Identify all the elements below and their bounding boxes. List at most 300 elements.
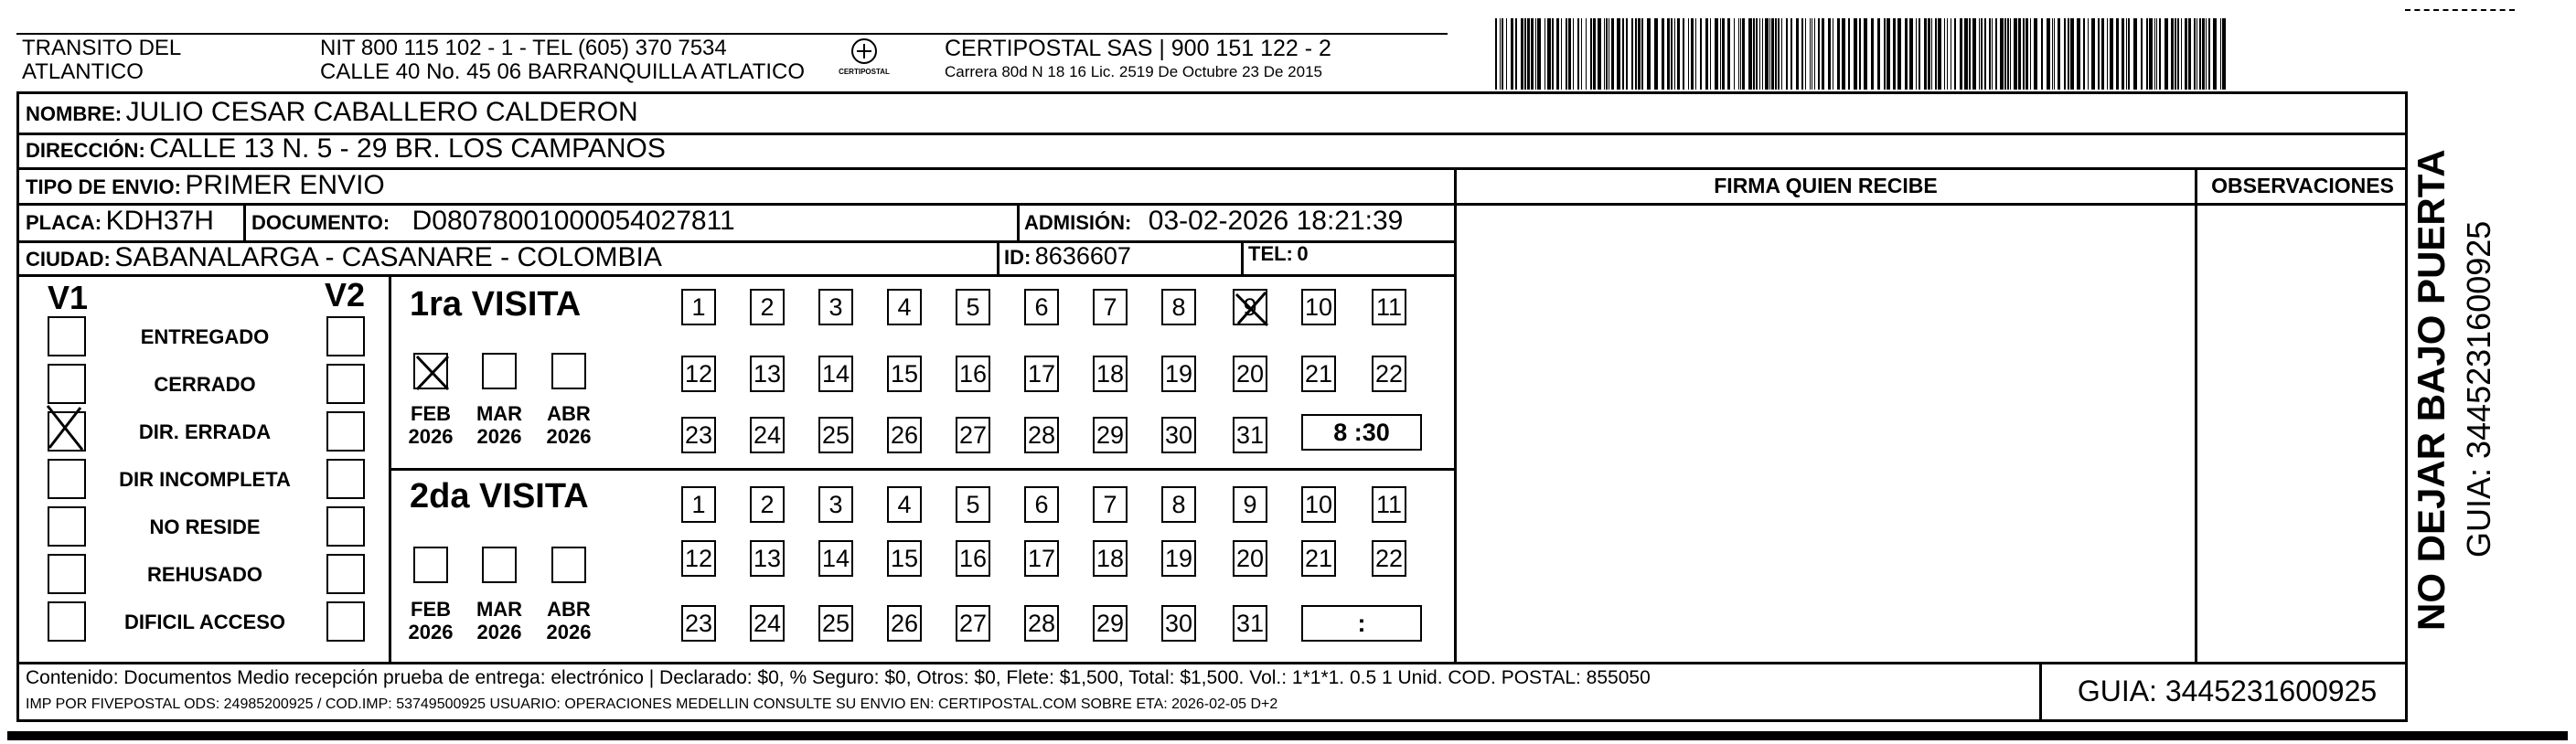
v2-checkbox[interactable] <box>326 364 365 404</box>
company-info <box>945 37 1331 83</box>
barcode-bar <box>1524 18 1526 90</box>
barcode-bar <box>1715 18 1718 90</box>
barcode-bar <box>2064 18 2066 90</box>
day-box[interactable]: 14 <box>818 540 853 577</box>
barcode-bar <box>1992 18 1993 90</box>
admision-divider <box>1017 203 1020 240</box>
day-box[interactable]: 21 <box>1301 356 1336 392</box>
time-box[interactable]: : <box>1301 605 1422 642</box>
day-box[interactable]: 27 <box>956 605 990 642</box>
barcode-bar <box>1722 18 1725 90</box>
tel-value: 0 <box>1297 242 1309 265</box>
barcode-bar <box>1705 18 1708 90</box>
address-text: CALLE 40 No. 45 06 BARRANQUILLA ATLATICO <box>320 59 806 84</box>
no-dejar-bajo-puerta: NO DEJAR BAJO PUERTA <box>2410 149 2453 631</box>
top-border-line <box>16 33 1448 35</box>
day-box[interactable]: 9 <box>1233 486 1267 523</box>
direccion-row <box>26 133 666 165</box>
barcode-bar <box>2007 18 2009 90</box>
barcode-bar <box>2077 18 2080 90</box>
barcode-bar <box>1537 18 1541 90</box>
barcode-bar <box>2171 18 2174 90</box>
day-box[interactable]: 31 <box>1233 417 1267 453</box>
placa-divider <box>243 203 246 240</box>
day-box[interactable]: 1 <box>681 289 716 325</box>
day-box[interactable]: 5 <box>956 486 990 523</box>
barcode-bar <box>1984 18 1986 90</box>
barcode-bar <box>2054 18 2055 90</box>
barcode-bar <box>1796 18 1799 90</box>
day-box[interactable]: 16 <box>956 540 990 577</box>
barcode-bar <box>1981 18 1983 90</box>
certipostal-logo: CERTIPOSTAL <box>832 37 896 82</box>
barcode-bar <box>1944 18 1945 90</box>
ciudad-label: CIUDAD: <box>26 248 111 271</box>
barcode-bar <box>2146 18 2148 90</box>
barcode-bar <box>1611 18 1614 90</box>
barcode-bar <box>1935 18 1937 90</box>
barcode-bar <box>1598 18 1601 90</box>
nit-text: NIT 800 115 102 - 1 - TEL (605) 370 7534 <box>320 36 727 60</box>
barcode-bar <box>2194 18 2196 90</box>
month-label: MAR 2026 <box>476 402 523 448</box>
bottom-stripe <box>7 731 2568 740</box>
barcode-bar <box>2177 18 2179 90</box>
barcode-bar <box>1677 18 1680 90</box>
barcode-bar <box>1854 18 1857 90</box>
barcode-bar <box>1786 18 1788 90</box>
barcode-bar <box>1688 18 1689 90</box>
barcode-bar <box>1511 18 1513 90</box>
barcode-bar <box>2110 18 2113 90</box>
day-box[interactable]: 3 <box>818 486 853 523</box>
status-label: ENTREGADO <box>140 325 270 348</box>
barcode-bar <box>1979 18 1980 90</box>
barcode-bar <box>2164 18 2168 90</box>
day-box[interactable]: 14 <box>818 356 853 392</box>
v1-checkbox[interactable] <box>48 554 86 594</box>
month-checkbox[interactable] <box>551 353 586 389</box>
day-box[interactable]: 2 <box>750 486 785 523</box>
day-box[interactable]: 26 <box>887 417 922 453</box>
barcode-bar <box>1759 18 1760 90</box>
barcode-bar <box>1556 18 1559 90</box>
v2-checkbox[interactable] <box>326 506 365 547</box>
day-box[interactable]: 13 <box>750 540 785 577</box>
day-box[interactable]: 23 <box>681 417 716 453</box>
barcode-bar <box>2185 18 2187 90</box>
day-box[interactable]: 31 <box>1233 605 1267 642</box>
license-text: Carrera 80d N 18 16 Lic. 2519 De Octubre 23 De 2015 <box>945 63 1322 80</box>
org-name <box>22 37 181 84</box>
v2-checkbox[interactable] <box>326 554 365 594</box>
id-value: 8636607 <box>1034 242 1131 270</box>
day-box[interactable]: 25 <box>818 605 853 642</box>
visit-divider <box>389 468 1457 471</box>
day-box[interactable]: 20 <box>1233 356 1267 392</box>
day-box[interactable]: 20 <box>1233 540 1267 577</box>
barcode-bar <box>1691 18 1694 90</box>
tipo-label: TIPO DE ENVIO: <box>26 175 181 198</box>
day-box[interactable]: 28 <box>1024 417 1059 453</box>
day-box[interactable]: 4 <box>887 289 922 325</box>
day-box[interactable]: 13 <box>750 356 785 392</box>
status-label: DIFICIL ACCESO <box>123 611 285 633</box>
sig-divider <box>1454 167 1457 662</box>
v1-checkbox[interactable] <box>48 411 86 452</box>
barcode-bar <box>1837 18 1840 90</box>
obs-label: OBSERVACIONES <box>2211 174 2394 197</box>
day-box[interactable]: 23 <box>681 605 716 642</box>
barcode-bar <box>1606 18 1608 90</box>
id-divider <box>997 240 999 274</box>
barcode-bar <box>1753 18 1755 90</box>
barcode-bar <box>1924 18 1927 90</box>
documento-field <box>251 206 735 237</box>
day-box[interactable]: 21 <box>1301 540 1336 577</box>
barcode-bar <box>1814 18 1815 90</box>
barcode-bar <box>2206 18 2207 90</box>
barcode-bar <box>2026 18 2028 90</box>
v1-checkbox[interactable] <box>48 506 86 547</box>
barcode-bar <box>1683 18 1684 90</box>
day-box[interactable]: 10 <box>1301 486 1336 523</box>
barcode-bar <box>2058 18 2060 90</box>
barcode-bar <box>1727 18 1730 90</box>
barcode-bar <box>2188 18 2191 90</box>
placa-label: PLACA: <box>26 211 102 234</box>
barcode-bar <box>1710 18 1711 90</box>
barcode-bar <box>2091 18 2095 90</box>
barcode-bar <box>1667 18 1670 90</box>
barcode-bar <box>1909 18 1913 90</box>
barcode-bar <box>1848 18 1850 90</box>
barcode-bar <box>1884 18 1886 90</box>
barcode-bar <box>1738 18 1739 90</box>
barcode-bar <box>1626 18 1628 90</box>
day-box[interactable]: 22 <box>1372 540 1406 577</box>
barcode-bar <box>1822 18 1824 90</box>
barcode-bar <box>1527 18 1530 90</box>
barcode-bar <box>2068 18 2069 90</box>
nombre-row <box>26 97 638 128</box>
barcode-bar <box>1531 18 1534 90</box>
barcode-bar <box>2181 18 2182 90</box>
barcode-bar <box>1671 18 1673 90</box>
barcode-bar <box>2116 18 2119 90</box>
v2-label: V2 <box>325 276 366 314</box>
tipo-value: PRIMER ENVIO <box>185 170 385 200</box>
month-label: MAR 2026 <box>476 598 523 643</box>
barcode-bar <box>1781 18 1782 90</box>
org-contact <box>320 37 805 84</box>
id-label: ID: <box>1004 246 1031 269</box>
v2-checkbox[interactable] <box>326 601 365 642</box>
contenido-text: Contenido: Documentos Medio recepción prueba de entrega: electrónico | Declarado: $0, % Seguro: $0, Otros: $0, Flete: $1,500, Total: $1,500. Vol.: 1*1*1. 0.5 1 Unid. COD. POSTAL: 855050 <box>26 667 1651 688</box>
barcode-bar <box>2098 18 2100 90</box>
barcode-bar <box>1897 18 1901 90</box>
barcode-bar <box>1506 18 1507 90</box>
barcode-bar <box>2047 18 2050 90</box>
day-box[interactable]: 4 <box>887 486 922 523</box>
org-line1: TRANSITO DEL <box>22 36 182 60</box>
barcode-bar <box>1928 18 1930 90</box>
direccion-label: DIRECCIÓN: <box>26 139 145 162</box>
day-box[interactable]: 11 <box>1372 486 1406 523</box>
day-box[interactable]: 1 <box>681 486 716 523</box>
barcode-bar <box>1969 18 1971 90</box>
barcode-bar <box>2149 18 2153 90</box>
day-box[interactable]: 16 <box>956 356 990 392</box>
admision-field <box>1024 206 1403 237</box>
tel-field <box>1248 242 1309 266</box>
v2-checkbox[interactable] <box>326 316 365 356</box>
barcode-bar <box>2107 18 2108 90</box>
barcode-bar <box>1916 18 1917 90</box>
status-label: REHUSADO <box>147 563 262 586</box>
barcode-bar <box>1734 18 1735 90</box>
barcode-bar <box>1931 18 1932 90</box>
org-line2: ATLANTICO <box>22 59 144 84</box>
day-box[interactable]: 7 <box>1093 289 1128 325</box>
dash-mark <box>2405 9 2515 13</box>
second-visit-title: 2da VISITA <box>410 477 589 515</box>
barcode-bar <box>2122 18 2124 90</box>
barcode-bar <box>1617 18 1620 90</box>
day-box[interactable]: 19 <box>1161 356 1196 392</box>
status-label: DIR INCOMPLETA <box>119 468 291 491</box>
day-box[interactable]: 17 <box>1024 356 1059 392</box>
day-box[interactable]: 3 <box>818 289 853 325</box>
firma-label: FIRMA QUIEN RECIBE <box>1714 174 1938 197</box>
day-box[interactable]: 28 <box>1024 605 1059 642</box>
barcode-bar <box>2018 18 2021 90</box>
admision-value: 03-02-2026 18:21:39 <box>1148 206 1404 236</box>
placa-value: KDH37H <box>105 206 214 236</box>
footer-guia: GUIA: 3445231600925 <box>2077 675 2378 707</box>
barcode-bar <box>1954 18 1956 90</box>
barcode-bar <box>2126 18 2127 90</box>
barcode-bar <box>1586 18 1587 90</box>
documento-value: D08078001000054027811 <box>412 206 735 236</box>
tel-divider <box>1241 240 1244 274</box>
barcode-bar <box>1748 18 1752 90</box>
day-box[interactable]: 25 <box>818 417 853 453</box>
barcode-bar <box>1972 18 1976 90</box>
barcode-bar <box>1515 18 1517 90</box>
barcode-bar <box>1790 18 1792 90</box>
barcode-bar <box>1905 18 1908 90</box>
barcode-bar <box>1552 18 1554 90</box>
day-box[interactable]: 18 <box>1093 356 1128 392</box>
barcode-bar <box>1742 18 1745 90</box>
direccion-value: CALLE 13 N. 5 - 29 BR. LOS CAMPANOS <box>149 133 666 164</box>
barcode-bar <box>2141 18 2143 90</box>
barcode-bar <box>2014 18 2017 90</box>
barcode-bar <box>1864 18 1867 90</box>
barcode-bar <box>2070 18 2074 90</box>
status-label: NO RESIDE <box>149 515 261 538</box>
month-label: ABR 2026 <box>546 402 592 448</box>
barcode-bar <box>1859 18 1861 90</box>
day-box[interactable]: 18 <box>1093 540 1128 577</box>
day-box[interactable]: 6 <box>1024 486 1059 523</box>
barcode-bar <box>1568 18 1571 90</box>
day-box[interactable]: 24 <box>750 605 785 642</box>
barcode-bar <box>2133 18 2137 90</box>
side-guia: GUIA: 3445231600925 <box>2460 220 2497 558</box>
barcode-bar <box>2052 18 2053 90</box>
day-box[interactable]: 15 <box>887 356 922 392</box>
barcode-bar <box>2010 18 2011 90</box>
barcode-bar <box>2034 18 2037 90</box>
barcode-bar <box>1662 18 1664 90</box>
documento-label: DOCUMENTO: <box>251 211 390 234</box>
day-box[interactable]: 8 <box>1161 486 1196 523</box>
barcode-bar <box>1547 18 1551 90</box>
barcode-bar <box>1593 18 1596 90</box>
v2-checkbox[interactable] <box>326 411 365 452</box>
day-box[interactable]: 7 <box>1093 486 1128 523</box>
barcode-bar <box>1887 18 1890 90</box>
barcode-bar <box>1604 18 1605 90</box>
barcode-bar <box>2220 18 2221 90</box>
tel-label: TEL: <box>1248 242 1293 265</box>
time-box[interactable]: 8 :30 <box>1301 414 1422 451</box>
month-label: FEB 2026 <box>408 402 454 448</box>
imp-text: IMP POR FIVEPOSTAL ODS: 24985200925 / COD.IMP: 53749500925 USUARIO: OPERACIONES MEDELLIN CONSULTE SU ENVIO EN: CERTIPOSTAL.COM SOBRE ETA: 2026-02-05 D+2 <box>26 696 1278 712</box>
ciudad-value: SABANALARGA - CASANARE - COLOMBIA <box>114 242 662 272</box>
barcode-bar <box>1769 18 1770 90</box>
barcode-bar <box>2159 18 2161 90</box>
day-box[interactable]: 30 <box>1161 417 1196 453</box>
day-box[interactable]: 10 <box>1301 289 1336 325</box>
admision-label: ADMISIÓN: <box>1024 211 1132 234</box>
day-box[interactable]: 24 <box>750 417 785 453</box>
day-box[interactable]: 12 <box>681 540 716 577</box>
day-box[interactable]: 12 <box>681 356 716 392</box>
barcode-bar <box>1631 18 1633 90</box>
day-box[interactable]: 9 <box>1233 289 1267 325</box>
barcode-bar <box>1590 18 1592 90</box>
barcode-bar <box>2041 18 2043 90</box>
barcode-bar <box>2004 18 2006 90</box>
barcode-bar <box>1740 18 1741 90</box>
month-label: ABR 2026 <box>546 598 592 643</box>
barcode-bar <box>1573 18 1574 90</box>
barcode-bar <box>2128 18 2130 90</box>
barcode-bar <box>2156 18 2157 90</box>
barcode-bar <box>2222 18 2226 90</box>
barcode-bar <box>1778 18 1780 90</box>
day-box[interactable]: 26 <box>887 605 922 642</box>
v1-checkbox[interactable] <box>48 364 86 404</box>
day-box[interactable]: 11 <box>1372 289 1406 325</box>
barcode-bar <box>1765 18 1769 90</box>
barcode-bar <box>1535 18 1536 90</box>
v1-checkbox[interactable] <box>48 459 86 499</box>
row-line-6 <box>2195 203 2408 206</box>
day-box[interactable]: 30 <box>1161 605 1196 642</box>
barcode-bar <box>1877 18 1880 90</box>
barcode-bar <box>1947 18 1948 90</box>
obs-divider <box>2195 167 2197 662</box>
barcode-bar <box>1500 18 1501 90</box>
v1-checkbox[interactable] <box>48 316 86 356</box>
day-box[interactable]: 6 <box>1024 289 1059 325</box>
barcode-bar <box>1810 18 1811 90</box>
day-box[interactable]: 29 <box>1093 417 1128 453</box>
day-box[interactable]: 15 <box>887 540 922 577</box>
month-label: FEB 2026 <box>408 598 454 643</box>
day-box[interactable]: 29 <box>1093 605 1128 642</box>
barcode-bar <box>1647 18 1651 90</box>
barcode-bar <box>1960 18 1962 90</box>
barcode-bar <box>1801 18 1803 90</box>
placa-field <box>26 206 214 237</box>
barcode-bar <box>1654 18 1658 90</box>
barcode-bar <box>1919 18 1920 90</box>
barcode-bar <box>1622 18 1624 90</box>
id-field <box>1004 242 1131 271</box>
guia-divider <box>2039 662 2042 722</box>
month-checkbox[interactable] <box>482 547 517 583</box>
month-checkbox[interactable] <box>413 547 448 583</box>
barcode-bar <box>1581 18 1582 90</box>
row-line-5 <box>16 274 1457 277</box>
day-box[interactable]: 8 <box>1161 289 1196 325</box>
barcode-bar <box>1818 18 1820 90</box>
day-box[interactable]: 5 <box>956 289 990 325</box>
month-checkbox[interactable] <box>482 353 517 389</box>
nombre-label: NOMBRE: <box>26 102 123 125</box>
barcode-bar <box>1700 18 1702 90</box>
barcode-bar <box>2208 18 2210 90</box>
day-box[interactable]: 27 <box>956 417 990 453</box>
status-label: CERRADO <box>154 373 256 396</box>
barcode-bar <box>1762 18 1763 90</box>
month-checkbox[interactable] <box>551 547 586 583</box>
status-label: DIR. ERRADA <box>138 420 272 443</box>
day-box[interactable]: 2 <box>750 289 785 325</box>
barcode-bar <box>1842 18 1845 90</box>
barcode-bar <box>1577 18 1579 90</box>
v2-checkbox[interactable] <box>326 459 365 499</box>
barcode-bar <box>1775 18 1777 90</box>
barcode-bar <box>2202 18 2205 90</box>
day-box[interactable]: 19 <box>1161 540 1196 577</box>
barcode-bar <box>2023 18 2025 90</box>
day-box[interactable]: 22 <box>1372 356 1406 392</box>
barcode-bar <box>1938 18 1941 90</box>
barcode-bar <box>1561 18 1562 90</box>
month-checkbox[interactable] <box>413 353 448 389</box>
barcode-bar <box>2213 18 2217 90</box>
company-text: CERTIPOSTAL SAS | 900 151 122 - 2 <box>945 36 1331 61</box>
day-box[interactable]: 17 <box>1024 540 1059 577</box>
barcode-bar <box>2000 18 2004 90</box>
barcode-bar <box>1995 18 1997 90</box>
barcode-bar <box>1566 18 1567 90</box>
barcode-bar <box>1674 18 1675 90</box>
barcode-bar <box>2083 18 2085 90</box>
v1-checkbox[interactable] <box>48 601 86 642</box>
barcode-bar <box>1805 18 1806 90</box>
barcode <box>1495 18 2227 90</box>
barcode-bar <box>2175 18 2176 90</box>
first-visit-title: 1ra VISITA <box>410 285 582 324</box>
barcode-bar <box>1641 18 1643 90</box>
